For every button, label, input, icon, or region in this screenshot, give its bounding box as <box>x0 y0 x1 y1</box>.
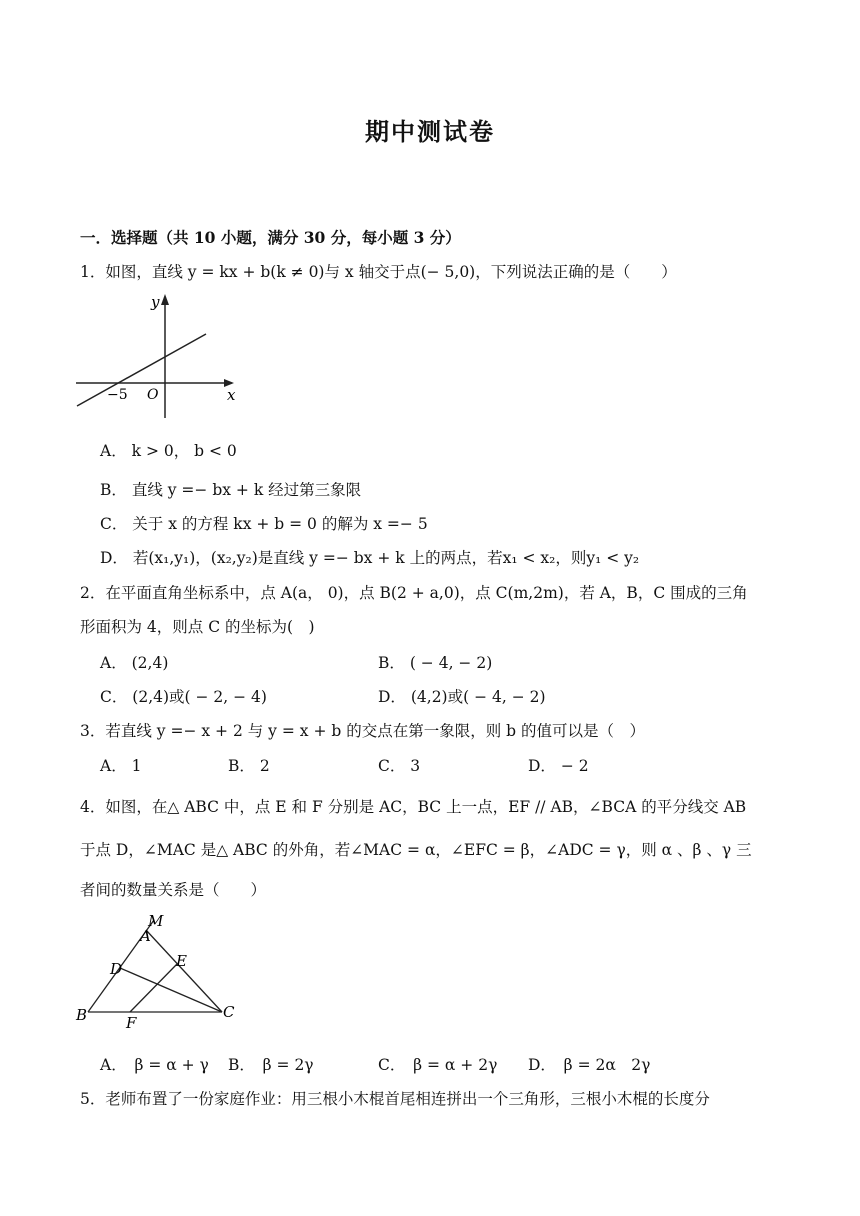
q1-option-b: B． 直线 y =− bx + k 经过第三象限 <box>100 481 362 499</box>
label-e: E <box>176 952 187 970</box>
label-f: F <box>126 1014 137 1030</box>
page-title: 期中测试卷 <box>365 117 495 146</box>
q1-option-d: D． 若(x₁,y₁)，(x₂,y₂)是直线 y =− bx + k 上的两点，若x₁ < x₂，则y₁ < y₂ <box>100 549 640 567</box>
label-c: C <box>223 1003 235 1021</box>
q1-stem: 1．如图，直线 y = kx + b(k ≠ 0)与 x 轴交于点(− 5,0)，下列说法正确的是（ ） <box>80 263 677 281</box>
neg5-label: −5 <box>107 387 128 403</box>
section-heading: 一．选择题（共 10 小题，满分 30 分，每小题 3 分） <box>80 228 461 247</box>
line-y-kx-b <box>77 334 206 406</box>
label-d: D <box>110 960 123 978</box>
y-axis-arrow <box>161 294 169 305</box>
label-m: M <box>148 912 164 930</box>
x-axis-label: x <box>227 386 236 404</box>
q4-option-d: D． β = 2α 2γ <box>528 1056 651 1074</box>
segment-ef <box>130 964 177 1012</box>
label-b: B <box>76 1006 88 1024</box>
q4-option-b: B． β = 2γ <box>228 1056 314 1074</box>
segment-ac <box>146 930 222 1012</box>
q1-option-a: A． k > 0， b < 0 <box>100 442 237 460</box>
segment-dc <box>120 968 222 1012</box>
q2-option-b: B． ( − 4, − 2) <box>378 654 493 672</box>
q3-stem: 3．若直线 y =− x + 2 与 y = x + b 的交点在第一象限，则 b 的值可以是（ ） <box>80 722 645 740</box>
origin-label: O <box>147 387 159 403</box>
q2-option-d: D． (4,2)或( − 4, − 2) <box>378 688 546 706</box>
q4-line3: 者间的数量关系是（ ） <box>80 881 267 899</box>
label-a: A <box>140 927 151 945</box>
q2-line1: 2．在平面直角坐标系中，点 A(a， 0)，点 B(2 + a,0)，点 C(m,2m)，若 A，B，C 围成的三角 <box>80 584 748 602</box>
q2-line2: 形面积为 4，则点 C 的坐标为( ) <box>80 618 315 636</box>
q4-option-c: C． β = α + 2γ <box>378 1056 498 1074</box>
q1-graph <box>74 290 244 422</box>
q4-triangle-figure <box>72 908 242 1030</box>
q4-option-a: A． β = α + γ <box>100 1056 209 1074</box>
q1-option-c: C． 关于 x 的方程 kx + b = 0 的解为 x =− 5 <box>100 515 428 533</box>
q3-option-b: B． 2 <box>228 757 270 775</box>
q3-option-d: D． − 2 <box>528 757 589 775</box>
q2-option-a: A． (2,4) <box>100 654 169 672</box>
q5-line1: 5．老师布置了一份家庭作业：用三根小木棍首尾相连拼出一个三角形，三根小木棍的长度分 <box>80 1090 710 1108</box>
q3-option-a: A． 1 <box>100 757 142 775</box>
q4-line1: 4．如图，在△ ABC 中，点 E 和 F 分别是 AC，BC 上一点，EF // AB，∠BCA 的平分线交 AB <box>80 798 747 816</box>
q2-option-c: C． (2,4)或( − 2, − 4) <box>100 688 267 706</box>
y-axis-label: y <box>151 293 160 311</box>
q3-option-c: C． 3 <box>378 757 421 775</box>
q4-line2: 于点 D，∠MAC 是△ ABC 的外角，若∠MAC = α，∠EFC = β，∠ADC = γ，则 α 、β 、γ 三 <box>80 841 752 859</box>
